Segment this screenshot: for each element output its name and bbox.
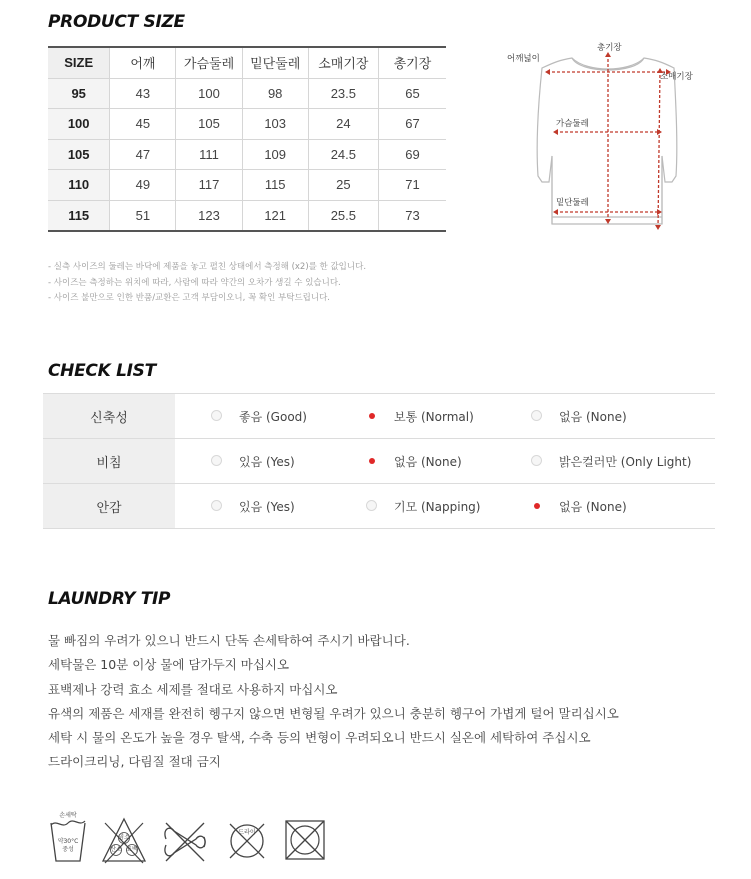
radio-dot [366, 500, 377, 511]
diagram-label-sleeve: 소매기장 [660, 72, 693, 82]
check-option[interactable]: 기모 (Napping) [366, 498, 480, 515]
table-cell: 51 [110, 200, 176, 231]
table-cell: 100 [176, 78, 242, 109]
table-cell: 103 [242, 109, 308, 140]
laundry-line: 세탁물은 10분 이상 물에 담가두지 마십시오 [48, 657, 290, 673]
table-row [48, 78, 446, 109]
size-table-header [48, 47, 446, 78]
table-cell: 43 [110, 78, 176, 109]
radio-dot-selected [366, 455, 377, 466]
radio-dot [531, 455, 542, 466]
no-tumble-dry-icon [283, 811, 327, 869]
table-cell: 71 [378, 170, 446, 201]
table-cell: 24 [308, 109, 378, 140]
size-note: - 사이즈는 측정하는 위치에 따라, 사람에 따라 약간의 오차가 생길 수 있습니다. [48, 277, 341, 288]
table-cell: 98 [242, 78, 308, 109]
size-cell: 95 [48, 78, 110, 109]
size-cell: 115 [48, 200, 110, 231]
check-category: 안감 [43, 484, 175, 529]
check-list-table [43, 393, 715, 529]
laundry-tips [48, 629, 619, 775]
table-cell: 109 [242, 139, 308, 170]
size-cell: 105 [48, 139, 110, 170]
check-option[interactable]: 없음 (None) [531, 408, 627, 425]
diagram-label-length: 총기장 [597, 43, 622, 53]
col-shoulder: 어깨 [110, 47, 176, 78]
size-note: - 실측 사이즈의 둘레는 바닥에 제품을 놓고 펼친 상태에서 측정해 (x2)를 한 값입니다. [48, 262, 367, 272]
col-sleeve: 소매기장 [308, 47, 378, 78]
check-option-selected[interactable]: 없음 (None) [531, 498, 627, 515]
check-category: 신축성 [43, 394, 175, 439]
table-cell: 69 [378, 139, 446, 170]
table-cell: 25.5 [308, 200, 378, 231]
radio-dot [211, 500, 222, 511]
check-row-stretch [43, 394, 715, 439]
radio-dot [531, 410, 542, 421]
diagram-label-hem: 밑단둘레 [556, 198, 589, 208]
size-notes [48, 260, 366, 307]
col-chest: 가슴둘레 [176, 47, 242, 78]
radio-dot-selected [366, 410, 377, 421]
table-cell: 105 [176, 109, 242, 140]
laundry-line: 드라이크리닝, 다림질 절대 금지 [48, 754, 221, 770]
no-dryclean-icon: 드라이 [222, 811, 272, 869]
check-row-sheer [43, 439, 715, 484]
bleach-icon: 염소 산소 표백 [101, 811, 147, 869]
check-option-selected[interactable]: 보통 (Normal) [366, 408, 474, 425]
table-cell: 111 [176, 139, 242, 170]
size-table [48, 46, 446, 232]
check-option-selected[interactable]: 없음 (None) [366, 453, 462, 470]
check-option[interactable]: 밝은컬러만 (Only Light) [531, 453, 691, 470]
col-size: SIZE [48, 47, 110, 78]
table-cell: 49 [110, 170, 176, 201]
sweater-outline-icon [500, 36, 720, 236]
size-cell: 110 [48, 170, 110, 201]
table-row [48, 109, 446, 140]
check-list-heading: CHECK LIST [48, 361, 156, 381]
table-row [48, 170, 446, 201]
no-wring-icon [160, 811, 210, 869]
table-cell: 45 [110, 109, 176, 140]
laundry-line: 물 빠짐의 우려가 있으니 반드시 단독 손세탁하여 주시기 바랍니다. [48, 633, 410, 648]
diagram-label-chest: 가슴둘레 [556, 119, 589, 129]
table-cell: 117 [176, 170, 242, 201]
radio-dot [211, 410, 222, 421]
table-cell: 73 [378, 200, 446, 231]
col-hem: 밑단둘레 [242, 47, 308, 78]
radio-dot-selected [531, 500, 542, 511]
check-row-lining [43, 484, 715, 529]
table-cell: 24.5 [308, 139, 378, 170]
table-cell: 25 [308, 170, 378, 201]
measurement-diagram [500, 36, 720, 236]
laundry-line: 세탁 시 물의 온도가 높을 경우 탈색, 수축 등의 변형이 우려되오니 반드시 실온에 세탁하여 주십시오 [48, 730, 591, 746]
size-cell: 100 [48, 109, 110, 140]
product-size-heading: PRODUCT SIZE [48, 12, 185, 32]
check-option[interactable]: 좋음 (Good) [211, 408, 307, 425]
table-cell: 47 [110, 139, 176, 170]
size-note: - 사이즈 불만으로 인한 반품/교환은 고객 부담이오니, 꼭 확인 부탁드립니다. [48, 293, 330, 303]
radio-dot [211, 455, 222, 466]
laundry-tip-heading: LAUNDRY TIP [48, 589, 171, 609]
laundry-line: 유색의 제품은 세재를 완전히 헹구지 않으면 변형될 우려가 있으니 충분히 헹구어 가볍게 털어 말리십시오 [48, 705, 619, 721]
check-option[interactable]: 있음 (Yes) [211, 498, 295, 515]
col-length: 총기장 [378, 47, 446, 78]
table-cell: 67 [378, 109, 446, 140]
laundry-line: 표백제나 강력 효소 세제를 절대로 사용하지 마십시오 [48, 681, 338, 697]
table-cell: 65 [378, 78, 446, 109]
table-cell: 115 [242, 170, 308, 201]
table-row [48, 139, 446, 170]
hand-wash-icon: 손세탁 약30°C 중성 [48, 811, 88, 869]
check-option[interactable]: 있음 (Yes) [211, 453, 295, 470]
diagram-label-shoulder: 어깨넓이 [507, 54, 540, 64]
check-category: 비침 [43, 439, 175, 484]
table-cell: 23.5 [308, 78, 378, 109]
table-row [48, 200, 446, 231]
table-cell: 121 [242, 200, 308, 231]
table-cell: 123 [176, 200, 242, 231]
